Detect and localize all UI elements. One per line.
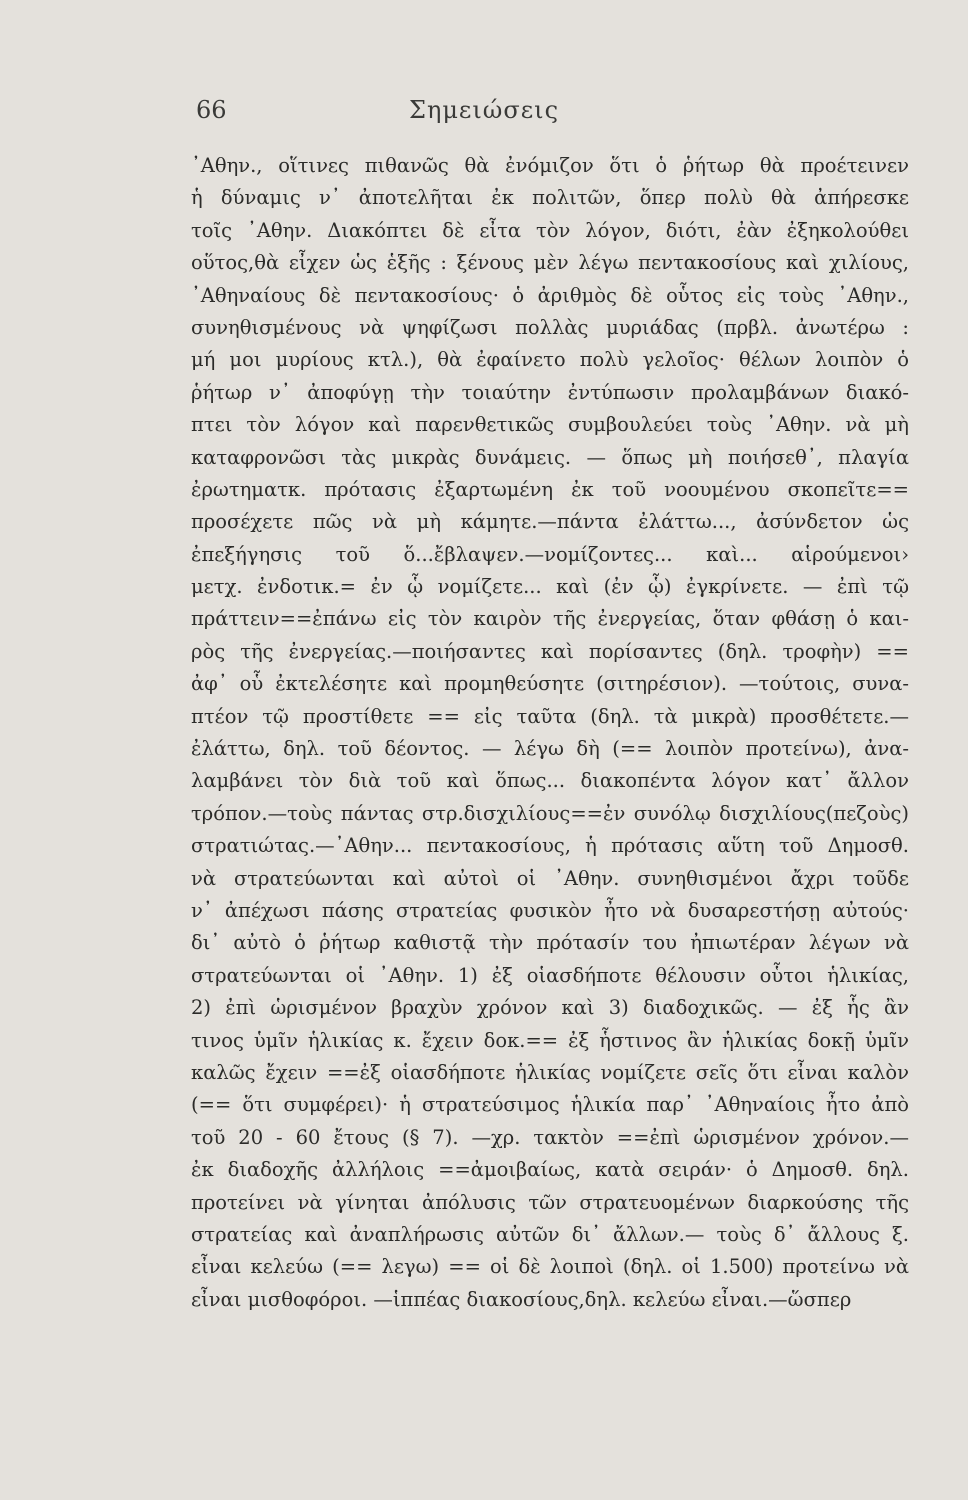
text-line: 2) ἐπὶ ὡρισμένον βραχὺν χρόνον καὶ 3) διαδοχικῶς. — ἐξ ἧς ἂν <box>191 996 909 1020</box>
text-line: συνηθισμένους νὰ ψηφίζωσι πολλὰς μυριάδας (πρβλ. ἀνωτέρω : <box>191 315 909 339</box>
text-line: ᾿Αθην., οἵτινες πιθανῶς θὰ ἐνόμιζον ὅτι ὁ ῥήτωρ θὰ προέτεινεν <box>191 154 909 177</box>
text-line: μετχ. ἐνδοτικ.= ἐν ᾧ νομίζετε... καὶ (ἐν ᾧ) ἐγκρίνετε. — ἐπὶ τῷ <box>191 575 909 599</box>
text-line: (== ὅτι συμφέρει)· ἡ στρατεύσιμος ἡλικία παρ᾿ ᾿Αθηναίοις ἦτο ἀπὸ <box>191 1093 909 1117</box>
text-line: τινος ὑμῖν ἡλικίας κ. ἔχειν δοκ.== ἐξ ἧστινος ἂν ἡλικίας δοκῇ ὑμῖν <box>191 1028 909 1052</box>
text-line: πράττειν==ἐπάνω εἰς τὸν καιρὸν τῆς ἐνεργείας, ὅταν φθάσῃ ὁ και- <box>191 607 909 631</box>
text-line: εἶναι μισθοφόροι. —ἱππέας διακοσίους,δηλ. κελεύω εἶναι.—ὥσπερ <box>191 1287 852 1311</box>
text-line: λαμβάνει τὸν διὰ τοῦ καὶ ὅπως... διακοπέντα λόγον κατ᾿ ἄλλον <box>191 769 909 793</box>
text-line: τοῖς ᾿Αθην. Διακόπτει δὲ εἶτα τὸν λόγον, διότι, ἐὰν ἐξηκολούθει <box>191 218 909 242</box>
text-line: ἐπεξήγησις τοῦ ὅ...ἔβλαψεν.—νομίζοντες... καὶ... αἱρούμενοι› <box>191 542 909 566</box>
text-line: ἐρωτηματκ. πρότασις ἐξαρτωμένη ἐκ τοῦ νοουμένου σκοπεῖτε== <box>191 477 909 501</box>
text-line: ἀφ᾿ οὗ ἐκτελέσητε καὶ προμηθεύσητε (σιτηρέσιον). —τούτοις, συνα- <box>191 672 909 696</box>
text-line: τρόπον.—τοὺς πάντας στρ.δισχιλίους==ἐν συνόλῳ δισχιλίους(πεζοὺς) <box>191 801 909 825</box>
text-line: τοῦ 20 - 60 ἔτους (§ 7). —χρ. τακτὸν ==ἐπὶ ὡρισμένον χρόνον.— <box>191 1125 909 1149</box>
text-line: νὰ στρατεύωνται καὶ αὐτοὶ οἱ ᾿Αθην. συνηθισμένοι ἄχρι τοῦδε <box>191 866 909 890</box>
text-line: προσέχετε πῶς νὰ μὴ κάμητε.—πάντα ἐλάττω..., ἀσύνδετον ὡς <box>191 510 909 534</box>
text-line: ἐλάττω, δηλ. τοῦ δέοντος. — λέγω δὴ (== λοιπὸν προτείνω), ἀνα- <box>191 737 909 761</box>
text-line: ῥήτωρ ν᾿ ἀποφύγῃ τὴν τοιαύτην ἐντύπωσιν προλαμβάνων διακό- <box>191 380 909 404</box>
text-line: ἡ δύναμις ν᾿ ἀποτελῆται ἐκ πολιτῶν, ὅπερ πολὺ θὰ ἀπήρεσκε <box>191 186 909 210</box>
text-line: στρατιώτας.—᾿Αθην... πεντακοσίους, ἡ πρότασις αὕτη τοῦ Δημοσθ. <box>191 834 909 858</box>
text-line: καλῶς ἔχειν ==ἐξ οἱασδήποτε ἡλικίας νομίζετε σεῖς ὅτι εἶναι καλὸν <box>191 1060 909 1084</box>
text-line: δι᾿ αὐτὸ ὁ ῥήτωρ καθιστᾷ τὴν πρότασίν του ἠπιωτέραν λέγων νὰ <box>191 931 909 955</box>
running-title: Σημειώσεις <box>408 96 560 124</box>
text-line: καταφρονῶσι τὰς μικρὰς δυνάμεις. — ὅπως μὴ ποιήσεθ᾿, πλαγία <box>191 445 909 469</box>
text-line: ᾿Αθηναίους δὲ πεντακοσίους· ὁ ἀριθμὸς δὲ οὗτος εἰς τοὺς ᾿Αθην., <box>191 283 909 307</box>
body-text <box>191 150 909 1316</box>
page-number: 66 <box>196 96 227 124</box>
text-line: στρατεύωνται οἱ ᾿Αθην. 1) ἐξ οἱασδήποτε θέλουσιν οὗτοι ἡλικίας, <box>191 963 909 987</box>
text-line: πτει τὸν λόγον καὶ παρενθετικῶς συμβουλεύει τοὺς ᾿Αθην. νὰ μὴ <box>191 413 909 437</box>
text-line: ν᾿ ἀπέχωσι πάσης στρατείας φυσικὸν ἦτο νὰ δυσαρεστήσῃ αὐτούς· <box>191 898 909 922</box>
text-line: ρὸς τῆς ἐνεργείας.—ποιήσαντες καὶ πορίσαντες (δηλ. τροφὴν) == <box>191 639 909 663</box>
text-line: στρατείας καὶ ἀναπλήρωσις αὐτῶν δι᾿ ἄλλων.— τοὺς δ᾿ ἄλλους ξ. <box>191 1222 909 1246</box>
text-line: ἐκ διαδοχῆς ἀλλήλοις ==ἀμοιβαίως, κατὰ σειράν· ὁ Δημοσθ. δηλ. <box>191 1158 909 1182</box>
text-line: μή μοι μυρίους κτλ.), θὰ ἐφαίνετο πολὺ γελοῖος· θέλων λοιπὸν ὁ <box>191 348 909 372</box>
text-line: οὕτος,θὰ εἶχεν ὡς ἑξῆς : ξένους μὲν λέγω πεντακοσίους καὶ χιλίους, <box>191 251 909 275</box>
text-line: προτείνει νὰ γίνηται ἀπόλυσις τῶν στρατευομένων διαρκούσης τῆς <box>191 1190 909 1214</box>
text-line: εἶναι κελεύω (== λεγω) == οἱ δὲ λοιποὶ (δηλ. οἱ 1.500) προτείνω νὰ <box>191 1255 909 1279</box>
text-line: πτέον τῷ προστίθετε == εἰς ταῦτα (δηλ. τὰ μικρὰ) προσθέτετε.— <box>191 704 909 728</box>
